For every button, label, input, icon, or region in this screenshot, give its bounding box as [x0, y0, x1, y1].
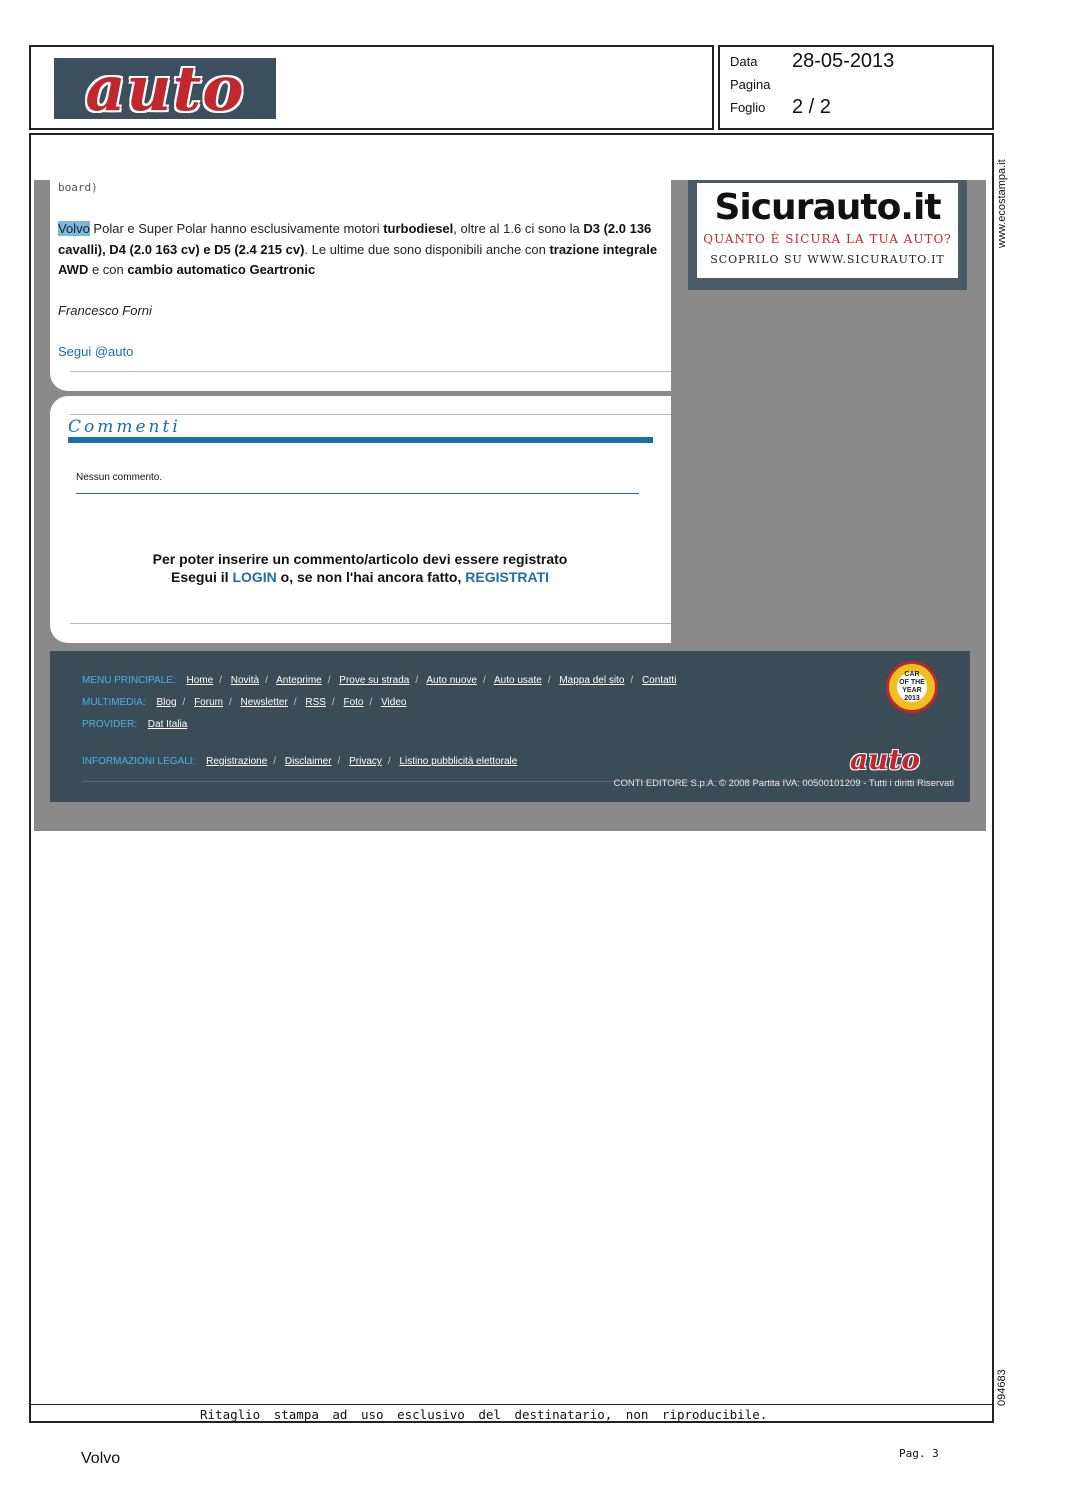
footer-link-prove[interactable]: Prove su strada [339, 675, 410, 686]
page-label: Pagina [730, 77, 771, 92]
date-label: Data [730, 54, 758, 69]
sicurauto-brand: Sicurauto.it [714, 187, 941, 228]
footer-link-listino[interactable]: Listino pubblicità elettorale [399, 756, 518, 767]
date-value: 28-05-2013 [792, 50, 895, 72]
comments-underline [76, 493, 639, 494]
sicurauto-ad-inner [697, 183, 958, 278]
footer-copyright: CONTI EDITORE S.p.A. © 2008 Partita IVA: 00500101209 - Tutti i diritti Riservati [613, 778, 954, 789]
article-author: Francesco Forni [58, 303, 152, 318]
footer-link-home[interactable]: Home [186, 675, 214, 686]
sheet-value: 2 / 2 [792, 96, 831, 118]
volvo-highlight: Volvo [58, 221, 90, 236]
clip-code: 094683 [996, 1369, 1008, 1406]
footer-link-novita[interactable]: Novità [230, 675, 260, 686]
footer-link-privacy[interactable]: Privacy [349, 756, 382, 767]
footer-link-contatti[interactable]: Contatti [641, 675, 677, 686]
footer-link-registrazione[interactable]: Registrazione [206, 756, 268, 767]
footer-auto-logo: auto [850, 743, 921, 776]
footer-link-anteprime[interactable]: Anteprime [276, 675, 322, 686]
ecostampa-url: www.ecostampa.it [996, 159, 1008, 248]
article-paragraph: Volvo Polar e Super Polar hanno esclusivamente motori turbodiesel, oltre al 1.6 ci sono la D3 (2.0 136 cavalli), D4 (2.0 163 cv) e D5 (2.4 215 cv). Le ultime due sono disponibili anche con trazione integrale AWD e con cambio automatico Geartronic [58, 221, 658, 277]
footer-link-foto[interactable]: Foto [343, 697, 364, 708]
auto-logo-text: auto [85, 51, 245, 125]
footer-link-newsletter[interactable]: Newsletter [240, 697, 288, 708]
comments-bottom-rule [70, 623, 671, 624]
footer-menu-row: MENU PRINCIPALE: Home / Novità / Anteprime / Prove su strada / Auto nuove / Auto usate / Mappa del sito / Contatti [82, 675, 677, 686]
footer-link-mappa[interactable]: Mappa del sito [559, 675, 625, 686]
footer-link-auto-nuove[interactable]: Auto nuove [426, 675, 477, 686]
comments-title: Commenti [68, 417, 181, 437]
register-link[interactable]: REGISTRATI [465, 569, 550, 585]
footer-top-rule [29, 1404, 994, 1405]
board-text: board) [58, 181, 98, 194]
footer-link-dat-italia[interactable]: Dat Italia [147, 719, 188, 730]
comments-top-rule [70, 414, 671, 415]
footer-link-forum[interactable]: Forum [194, 697, 223, 708]
footer-link-disclaimer[interactable]: Disclaimer [284, 756, 332, 767]
footer-link-auto-usate[interactable]: Auto usate [493, 675, 542, 686]
sicurauto-tagline: QUANTO È SICURA LA TUA AUTO? [703, 232, 952, 246]
clip-keyword: Volvo [81, 1450, 121, 1467]
auto-logo [54, 51, 276, 125]
car-of-the-year-badge: CAR OF THE YEAR 2013 [886, 661, 938, 713]
footer-provider-row: PROVIDER: Dat Italia [82, 719, 188, 730]
comments-title-bar [68, 437, 653, 443]
sheet-label: Foglio [730, 100, 766, 115]
footer-link-blog[interactable]: Blog [156, 697, 177, 708]
footer-legal-row: INFORMAZIONI LEGALI: Registrazione / Disclaimer / Privacy / Listino pubblicità elettorale [82, 756, 518, 767]
article-panel [50, 180, 671, 391]
footer-link-rss[interactable]: RSS [305, 697, 326, 708]
article-divider [70, 371, 671, 372]
follow-link[interactable]: Segui @auto [58, 344, 134, 359]
footer-link-video[interactable]: Video [381, 697, 407, 708]
login-link[interactable]: LOGIN [232, 569, 277, 585]
register-prompt: Per poter inserire un commento/articolo devi essere registrato Esegui il LOGIN o, se non l'hai ancora fatto, REGISTRATI [152, 551, 568, 585]
page-number: Pag. 3 [899, 1447, 939, 1460]
sicurauto-url: SCOPRILO SU WWW.SICURAUTO.IT [710, 253, 945, 266]
no-comments-text: Nessun commento. [76, 472, 163, 483]
clip-disclaimer: Ritaglio stampa ad uso esclusivo del destinatario, non riproducibile. [200, 1407, 768, 1422]
footer-multimedia-row: MULTIMEDIA: Blog / Forum / Newsletter / RSS / Foto / Video [82, 697, 407, 708]
